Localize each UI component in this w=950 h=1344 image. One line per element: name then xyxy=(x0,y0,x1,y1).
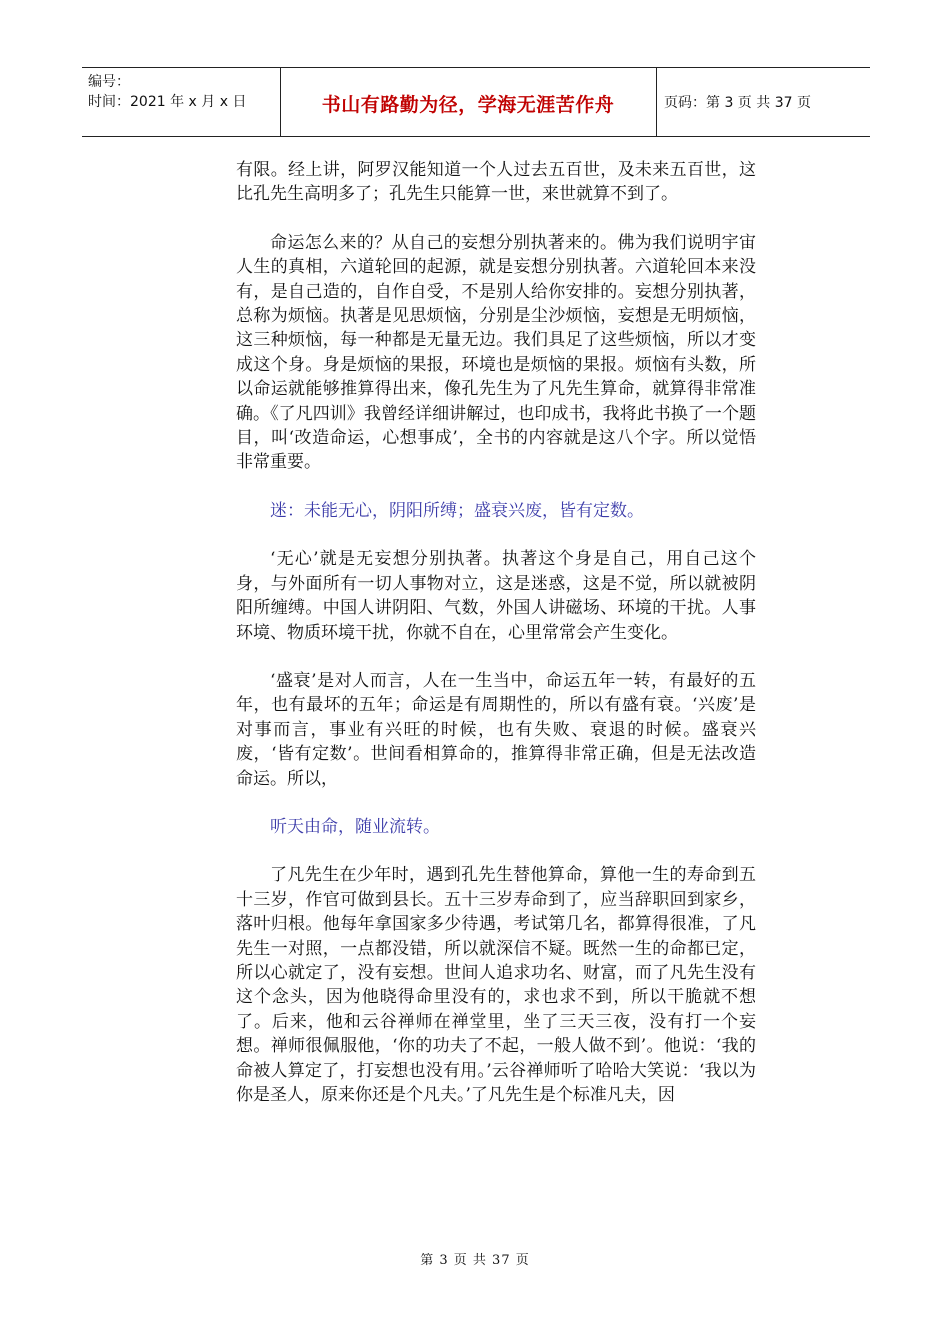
document-header xyxy=(82,67,870,137)
document-number-label: 编号： xyxy=(88,74,130,90)
scripture-quote: 迷：未能无心，阴阳所缚；盛衰兴废，皆有定数。 xyxy=(270,500,644,521)
document-body xyxy=(236,158,756,1107)
page-footer: 第 3 页 共 37 页 xyxy=(420,1253,530,1268)
scripture-quote: 听天由命，随业流转。 xyxy=(270,816,440,837)
document-date: 时间：2021 年 x 月 x 日 xyxy=(88,94,247,110)
header-motto: 书山有路勤为径，学海无涯苦作舟 xyxy=(321,94,615,116)
paragraph: 了凡先生在少年时，遇到孔先生替他算命，算他一生的寿命到五十三岁，作官可做到县长。五十三岁寿命到了，应当辞职回到家乡，落叶归根。他每年拿国家多少待遇，考试第几名，都算得很准，了凡先生一对照，一点都没错，所以就深信不疑。既然一生的命都已定，所以心就定了，没有妄想。世间人追求功名、财富，而了凡先生没有这个念头，因为他晓得命里没有的，求也求不到，所以干脆就不想了。后来，他和云谷禅师在禅堂里，坐了三天三夜，没有打一个妄想。禅师很佩服他，‘你的功夫了不起，一般人做不到’。他说：‘我的命被人算定了，打妄想也没有用。’云谷禅师听了哈哈大笑说：‘我以为你是圣人，原来你还是个凡夫。’了凡先生是个标准凡夫，因 xyxy=(236,865,756,1105)
header-divider xyxy=(656,68,657,136)
header-page-info: 页码：第 3 页 共 37 页 xyxy=(664,95,811,111)
paragraph: ‘无心’就是无妄想分别执著。执著这个身是自己，用自己这个身，与外面所有一切人事物对立，这是迷惑，这是不觉，所以就被阴阳所缠缚。中国人讲阴阳、气数，外国人讲磁场、环境的干扰。人事环境、物质环境干扰，你就不自在，心里常常会产生变化。 xyxy=(236,549,756,643)
paragraph: 命运怎么来的？从自己的妄想分别执著来的。佛为我们说明宇宙人生的真相，六道轮回的起源，就是妄想分别执著。六道轮回本来没有，是自己造的，自作自受，不是别人给你安排的。妄想分别执著，总称为烦恼。执著是见思烦恼，分别是尘沙烦恼，妄想是无明烦恼，这三种烦恼，每一种都是无量无边。我们具足了这些烦恼，所以才变成这个身。身是烦恼的果报，环境也是烦恼的果报。烦恼有头数，所以命运就能够推算得出来，像孔先生为了凡先生算命，就算得非常准确。《了凡四训》我曾经详细讲解过，也印成书，我将此书换了一个题目，叫‘改造命运，心想事成’，全书的内容就是这八个字。所以觉悟非常重要。 xyxy=(236,232,756,473)
header-meta xyxy=(88,72,276,112)
paragraph: 有限。经上讲，阿罗汉能知道一个人过去五百世，及未来五百世，这比孔先生高明多了；孔先生只能算一世，来世就算不到了。 xyxy=(236,160,756,205)
paragraph: ‘盛衰’是对人而言，人在一生当中，命运五年一转，有最好的五年，也有最坏的五年；命运是有周期性的，所以有盛有衰。‘兴废’是对事而言，事业有兴旺的时候，也有失败、衰退的时候。盛衰兴废，‘皆有定数’。世间看相算命的，推算得非常正确，但是无法改造命运。所以， xyxy=(236,670,756,789)
